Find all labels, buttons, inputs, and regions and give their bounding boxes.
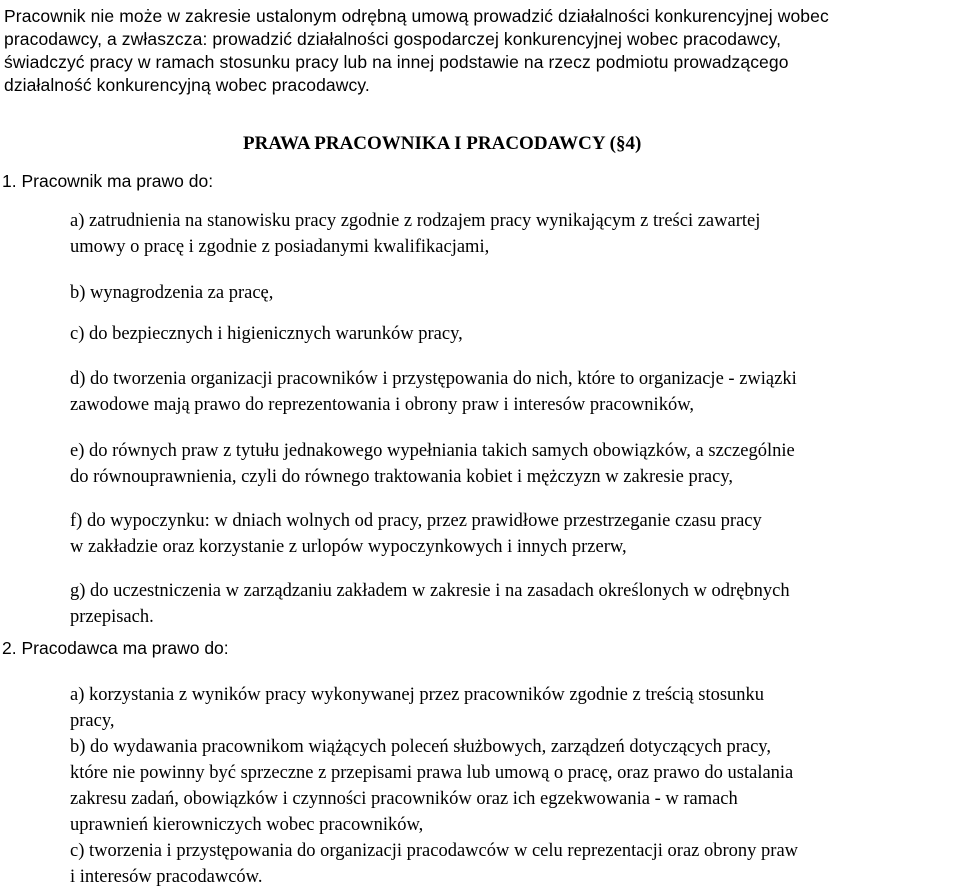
list-item-1g <box>70 578 956 630</box>
item-line: w zakładzie oraz korzystanie z urlopów wypoczynkowych i innych przerw, <box>70 537 627 557</box>
list-item-2a <box>70 682 956 734</box>
list-item-1a <box>70 208 956 260</box>
list-item-2b <box>70 734 956 838</box>
item-line: b) wynagrodzenia za pracę, <box>70 283 274 303</box>
item-line: przepisach. <box>70 607 154 627</box>
list-item-1f <box>70 508 956 560</box>
item-line: które nie powinny być sprzeczne z przepisami prawa lub umową o pracę, oraz prawo do ustalania <box>70 763 794 783</box>
list-item-1c <box>70 321 956 347</box>
item-line: do równouprawnienia, czyli do równego traktowania kobiet i mężczyzn w zakresie pracy, <box>70 467 734 487</box>
item-line: c) tworzenia i przystępowania do organizacji pracodawców w celu reprezentacji oraz obrony praw <box>70 841 799 861</box>
item-line: e) do równych praw z tytułu jednakowego wypełniania takich samych obowiązków, a szczególnie <box>70 441 795 461</box>
list-item-1b <box>70 280 956 306</box>
item-line: a) korzystania z wyników pracy wykonywanej przez pracowników zgodnie z treścią stosunku <box>70 685 765 705</box>
item-line: d) do tworzenia organizacji pracowników i przystępowania do nich, które to organizacje - związki <box>70 369 797 389</box>
item-line: i interesów pracodawców. <box>70 867 263 887</box>
item-line: umowy o pracę i zgodnie z posiadanymi kwalifikacjami, <box>70 237 490 257</box>
item-line: b) do wydawania pracownikom wiążących poleceń służbowych, zarządzeń dotyczących pracy, <box>70 737 771 757</box>
item-line: zakresu zadań, obowiązków i czynności pracowników oraz ich egzekwowania - w ramach <box>70 789 738 809</box>
intro-line: świadczyć pracy w ramach stosunku pracy lub na innej podstawie na rzecz podmiotu prowadzącego <box>4 52 789 72</box>
intro-line: pracodawcy, a zwłaszcza: prowadzić działalności gospodarczej konkurencyjnej wobec pracodawcy, <box>4 29 782 49</box>
item-line: f) do wypoczynku: w dniach wolnych od pracy, przez prawidłowe przestrzeganie czasu pracy <box>70 511 762 531</box>
item-line: uprawnień kierowniczych wobec pracowników, <box>70 815 424 835</box>
intro-paragraph <box>4 5 958 97</box>
intro-line: Pracownik nie może w zakresie ustalonym odrębną umową prowadzić działalności konkurencyjnej wobec <box>4 6 829 26</box>
list-item-2c <box>70 838 956 890</box>
list-item-1d <box>70 366 956 418</box>
item-line: g) do uczestniczenia w zarządzaniu zakładem w zakresie i na zasadach określonych w odrębnych <box>70 581 790 601</box>
section-heading: PRAWA PRACOWNIKA I PRACODAWCY (§4) <box>243 133 642 154</box>
section-2-title: 2. Pracodawca ma prawo do: <box>2 638 229 658</box>
section-1-title: 1. Pracownik ma prawo do: <box>2 171 214 191</box>
item-line: c) do bezpiecznych i higienicznych warunków pracy, <box>70 324 463 344</box>
list-item-1e <box>70 438 956 490</box>
intro-line: działalność konkurencyjną wobec pracodawcy. <box>4 75 370 95</box>
item-line: pracy, <box>70 711 115 731</box>
item-line: a) zatrudnienia na stanowisku pracy zgodnie z rodzajem pracy wynikającym z treści zawartej <box>70 211 761 231</box>
item-line: zawodowe mają prawo do reprezentowania i obrony praw i interesów pracowników, <box>70 395 694 415</box>
